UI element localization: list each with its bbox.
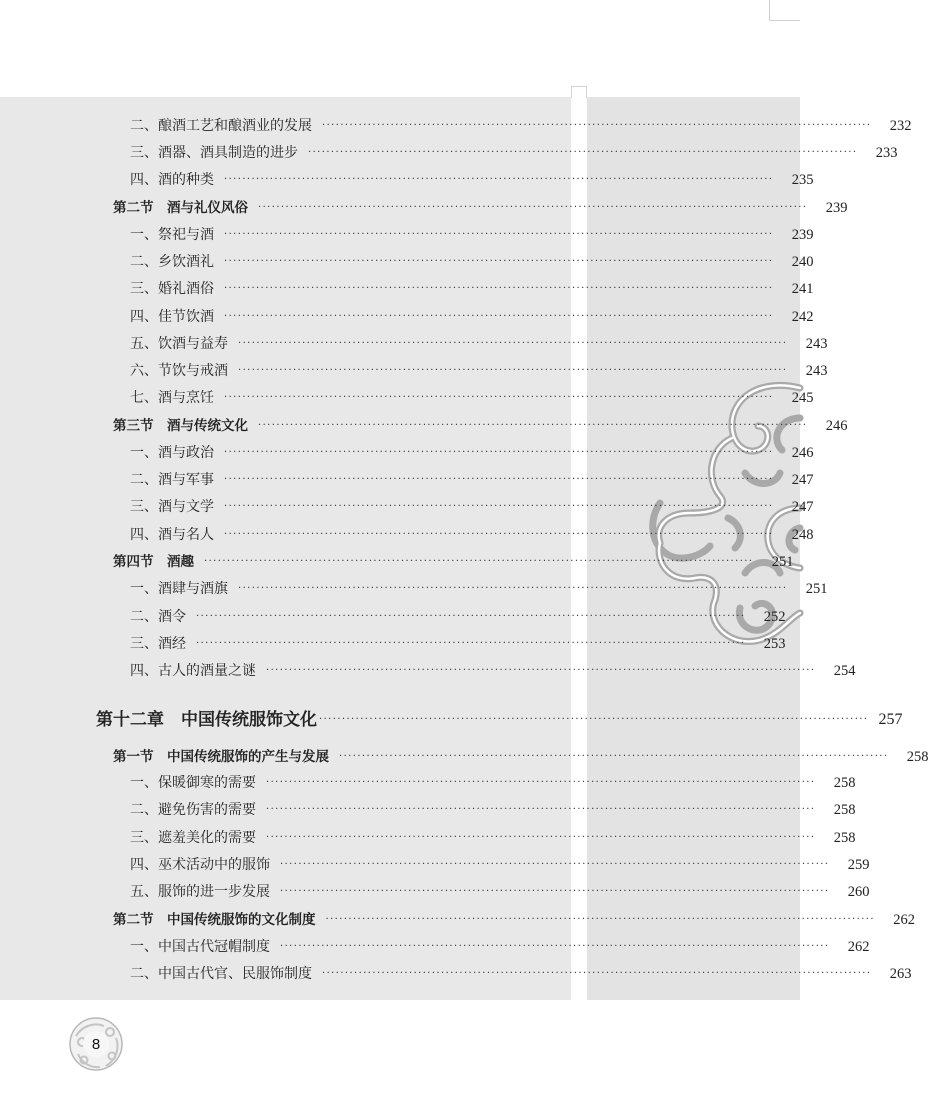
toc-page-number: 258 xyxy=(833,775,856,791)
toc-entry-title: 第四节 酒趣 xyxy=(113,554,194,570)
toc-page-number: 258 xyxy=(833,830,856,846)
toc-page-number: 260 xyxy=(847,884,870,900)
dot-leader: ························································································································ xyxy=(224,311,774,322)
toc-entry-title: 一、祭祀与酒 xyxy=(130,227,214,243)
toc-entry-title: 第三节 酒与传统文化 xyxy=(113,418,248,434)
dot-leader: ························································································································ xyxy=(224,229,774,240)
toc-item xyxy=(0,935,870,959)
toc-page-number: 233 xyxy=(875,145,898,161)
toc-item xyxy=(0,114,912,138)
dot-leader: ························································································································ xyxy=(238,365,788,376)
toc-page-number: 240 xyxy=(791,254,814,270)
toc-entry-title: 第十二章 中国传统服饰文化 xyxy=(96,710,317,730)
toc-entry-title: 二、避免伤害的需要 xyxy=(130,802,256,818)
dot-leader: ························································································································ xyxy=(196,638,746,649)
toc-page-number: 247 xyxy=(791,499,814,515)
toc-entry-title: 一、中国古代冠帽制度 xyxy=(130,939,270,955)
toc-page-number: 259 xyxy=(847,857,870,873)
toc-item xyxy=(0,468,814,492)
toc-page-number: 243 xyxy=(805,363,828,379)
dot-leader: ························································································································ xyxy=(339,751,889,762)
dot-leader: ························································································································ xyxy=(322,968,872,979)
dot-leader: ························································································································ xyxy=(238,338,788,349)
toc-entry-title: 一、保暖御寒的需要 xyxy=(130,775,256,791)
dot-leader: ························································································································ xyxy=(238,583,788,594)
toc-item xyxy=(0,141,898,165)
toc-item xyxy=(0,771,856,795)
toc-entry-title: 一、酒与政治 xyxy=(130,445,214,461)
dot-leader: ························································································································ xyxy=(266,777,816,788)
toc-entry-title: 三、婚礼酒俗 xyxy=(130,281,214,297)
toc-chapter xyxy=(0,705,903,735)
toc-section xyxy=(0,550,794,574)
toc-entry-title: 四、酒的种类 xyxy=(130,172,214,188)
toc-item xyxy=(0,577,828,601)
toc-page-number: 246 xyxy=(791,445,814,461)
toc-entry-title: 三、遮羞美化的需要 xyxy=(130,830,256,846)
toc-page-number: 258 xyxy=(833,802,856,818)
toc-page-number: 253 xyxy=(763,636,786,652)
toc-page-number: 239 xyxy=(825,200,848,216)
toc-item xyxy=(0,359,828,383)
toc-entry-title: 四、酒与名人 xyxy=(130,527,214,543)
toc-entry-title: 第二节 酒与礼仪风俗 xyxy=(113,200,248,216)
toc-entry-title: 四、古人的酒量之谜 xyxy=(130,663,256,679)
dot-leader: ························································································································ xyxy=(266,665,816,676)
toc-page-number: 251 xyxy=(771,554,794,570)
toc-page-number: 232 xyxy=(889,118,912,134)
toc-entry-title: 五、饮酒与益寿 xyxy=(130,336,228,352)
dot-leader: ························································································································ xyxy=(224,474,774,485)
toc-item xyxy=(0,168,814,192)
toc-item xyxy=(0,386,814,410)
toc-entry-title: 一、酒肆与酒旗 xyxy=(130,581,228,597)
dot-leader: ························································································································ xyxy=(308,147,858,158)
toc-page-number: 262 xyxy=(847,939,870,955)
dot-leader: ························································································································ xyxy=(224,283,774,294)
dot-leader: ························································································································ xyxy=(224,501,774,512)
toc-page-number: 235 xyxy=(791,172,814,188)
toc-section xyxy=(0,908,915,932)
toc-item xyxy=(0,305,814,329)
toc-entry-title: 第一节 中国传统服饰的产生与发展 xyxy=(113,749,329,765)
toc-page-number: 246 xyxy=(825,418,848,434)
dot-leader: ························································································································ xyxy=(280,886,830,897)
toc-item xyxy=(0,495,814,519)
dot-leader: ························································································································ xyxy=(224,256,774,267)
toc-entry-title: 第二节 中国传统服饰的文化制度 xyxy=(113,912,316,928)
dot-leader: ························································································································ xyxy=(224,529,774,540)
toc-item xyxy=(0,962,912,986)
toc-entry-title: 二、乡饮酒礼 xyxy=(130,254,214,270)
toc-entry-title: 四、佳节饮酒 xyxy=(130,309,214,325)
dot-leader: ························································································································ xyxy=(224,447,774,458)
dot-leader: ························································································································ xyxy=(319,714,869,725)
toc-section xyxy=(0,745,928,769)
page-number: 8 xyxy=(91,1035,101,1053)
toc-page-number: 239 xyxy=(791,227,814,243)
toc-item xyxy=(0,659,856,683)
toc-item xyxy=(0,853,870,877)
dot-leader: ························································································································ xyxy=(280,941,830,952)
toc-entry-title: 三、酒经 xyxy=(130,636,186,652)
dot-leader: ························································································································ xyxy=(266,804,816,815)
toc-entry-title: 五、服饰的进一步发展 xyxy=(130,884,270,900)
toc-page-number: 254 xyxy=(833,663,856,679)
dot-leader: ························································································································ xyxy=(266,832,816,843)
toc-page-number: 242 xyxy=(791,309,814,325)
toc-page-number: 262 xyxy=(893,912,915,928)
toc-page-number: 241 xyxy=(791,281,814,297)
toc-page-number: 263 xyxy=(889,966,912,982)
toc-item xyxy=(0,223,814,247)
dot-leader: ························································································································ xyxy=(196,611,746,622)
toc-page-number: 258 xyxy=(906,749,928,765)
dot-leader: ························································································································ xyxy=(258,202,808,213)
toc-item xyxy=(0,605,786,629)
toc-entry-title: 六、节饮与戒酒 xyxy=(130,363,228,379)
toc-entry-title: 七、酒与烹饪 xyxy=(130,390,214,406)
toc-item xyxy=(0,632,786,656)
dot-leader: ························································································································ xyxy=(322,120,872,131)
toc-page-number: 251 xyxy=(805,581,828,597)
toc-item xyxy=(0,880,870,904)
toc-page-number: 245 xyxy=(791,390,814,406)
toc-section xyxy=(0,414,848,438)
page-corner-mark xyxy=(769,0,800,21)
toc-entry-title: 四、巫术活动中的服饰 xyxy=(130,857,270,873)
dot-leader: ························································································································ xyxy=(204,556,754,567)
toc-item xyxy=(0,523,814,547)
toc-section xyxy=(0,196,848,220)
toc-entry-title: 二、酒令 xyxy=(130,609,186,625)
dot-leader: ························································································································ xyxy=(224,174,774,185)
toc-page-number: 243 xyxy=(805,336,828,352)
toc-item xyxy=(0,441,814,465)
dot-leader: ························································································································ xyxy=(325,914,875,925)
toc-entry-title: 二、中国古代官、民服饰制度 xyxy=(130,966,312,982)
dot-leader: ························································································································ xyxy=(258,420,808,431)
toc-entry-title: 二、酒与军事 xyxy=(130,472,214,488)
toc-page-number: 252 xyxy=(763,609,786,625)
dot-leader: ························································································································ xyxy=(280,859,830,870)
toc-item xyxy=(0,277,814,301)
toc-page-number: 248 xyxy=(791,527,814,543)
gutter-tab xyxy=(571,86,587,98)
toc-entry-title: 二、酿酒工艺和酿酒业的发展 xyxy=(130,118,312,134)
dot-leader: ························································································································ xyxy=(224,392,774,403)
toc-item xyxy=(0,332,828,356)
toc-item xyxy=(0,798,856,822)
toc-item xyxy=(0,250,814,274)
toc-entry-title: 三、酒与文学 xyxy=(130,499,214,515)
toc-entry-title: 三、酒器、酒具制造的进步 xyxy=(130,145,298,161)
toc-item xyxy=(0,826,856,850)
toc-page-number: 247 xyxy=(791,472,814,488)
toc-page-number: 257 xyxy=(878,711,903,728)
